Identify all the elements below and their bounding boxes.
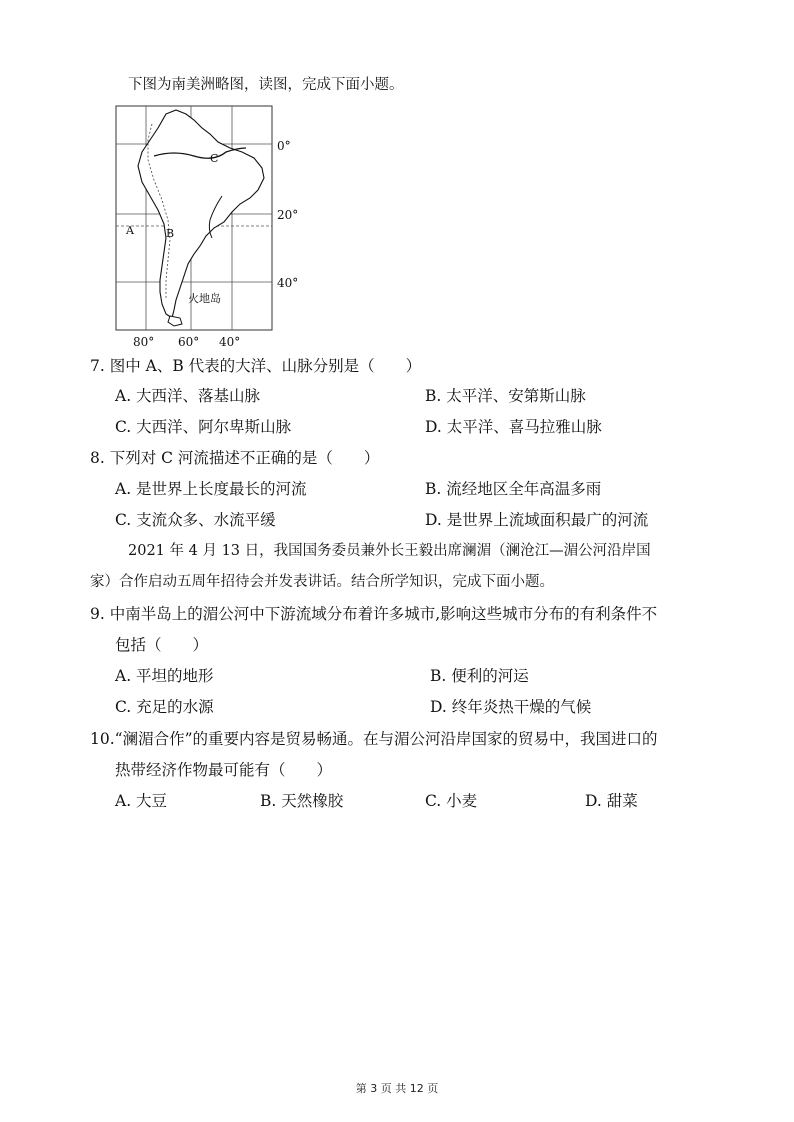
question-9-stem-line2: 包括（ ）: [115, 636, 209, 654]
page-footer: 第 3 页 共 12 页: [355, 1082, 439, 1095]
marker-c: C: [210, 152, 219, 165]
q7-option-b[interactable]: B. 太平洋、安第斯山脉: [425, 387, 586, 405]
marker-b: B: [166, 227, 175, 240]
south-america-map: [114, 104, 274, 332]
q7-option-c[interactable]: C. 大西洋、阿尔卑斯山脉: [115, 418, 292, 436]
lat-label-20: 20°: [277, 208, 299, 222]
marker-a: A: [126, 224, 134, 237]
question-10-stem-line2: 热带经济作物最可能有（ ）: [115, 761, 333, 779]
question-10-stem-line1: 10.“澜湄合作”的重要内容是贸易畅通。在与湄公河沿岸国家的贸易中，我国进口的: [90, 730, 658, 748]
q9-option-d[interactable]: D. 终年炎热干燥的气候: [430, 698, 592, 716]
q10-option-c[interactable]: C. 小麦: [425, 792, 478, 810]
island-label: 火地岛: [188, 292, 221, 305]
q7-option-d[interactable]: D. 太平洋、喜马拉雅山脉: [425, 418, 602, 436]
lon-label-60: 60°: [178, 335, 200, 349]
q8-option-c[interactable]: C. 支流众多、水流平缓: [115, 511, 276, 529]
q9-option-c[interactable]: C. 充足的水源: [115, 698, 214, 716]
lat-label-0: 0°: [277, 139, 291, 153]
lat-label-40: 40°: [277, 276, 299, 290]
q8-option-d[interactable]: D. 是世界上流域面积最广的河流: [425, 511, 649, 529]
q10-option-a[interactable]: A. 大豆: [115, 792, 168, 810]
question-8-stem: 8. 下列对 C 河流描述不正确的是（ ）: [90, 449, 380, 467]
tierra-del-fuego: [168, 316, 182, 326]
q9-option-a[interactable]: A. 平坦的地形: [115, 667, 214, 685]
q10-option-b[interactable]: B. 天然橡胶: [260, 792, 344, 810]
passage-intro-2-line1: 2021 年 4 月 13 日，我国国务委员兼外长王毅出席澜湄（澜沧江—湄公河沿岸国: [128, 543, 651, 559]
q8-option-b[interactable]: B. 流经地区全年高温多雨: [425, 480, 602, 498]
question-7-stem: 7. 图中 A、B 代表的大洋、山脉分别是（ ）: [90, 357, 422, 375]
lon-label-40: 40°: [219, 335, 241, 349]
q9-option-b[interactable]: B. 便利的河运: [430, 667, 529, 685]
passage-intro-2-line2: 家）合作启动五周年招待会并发表讲话。结合所学知识，完成下面小题。: [90, 574, 554, 590]
question-9-stem-line1: 9. 中南半岛上的湄公河中下游流域分布着许多城市,影响这些城市分布的有利条件不: [90, 605, 658, 623]
q8-option-a[interactable]: A. 是世界上长度最长的河流: [115, 480, 307, 498]
q7-option-a[interactable]: A. 大西洋、落基山脉: [115, 387, 261, 405]
lon-label-80: 80°: [133, 335, 155, 349]
passage-intro: 下图为南美洲略图，读图，完成下面小题。: [128, 77, 404, 93]
q10-option-d[interactable]: D. 甜菜: [585, 792, 638, 810]
